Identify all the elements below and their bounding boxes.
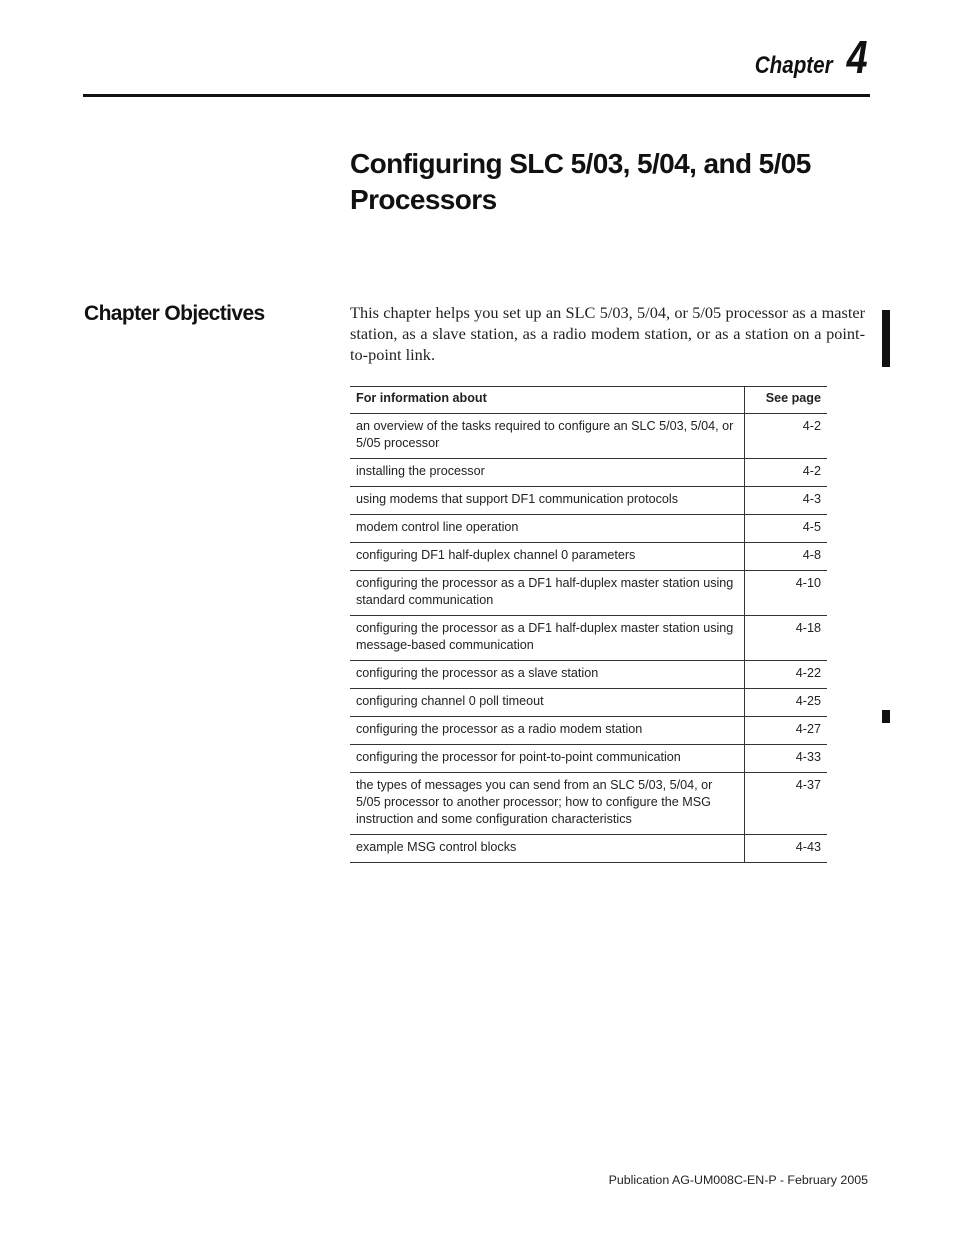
page-cell: 4-43 [745, 835, 828, 863]
publication-footer: Publication AG-UM008C-EN-P - February 2005 [608, 1173, 868, 1187]
objectives-table [350, 386, 827, 863]
page-cell: 4-2 [745, 414, 828, 459]
table-row [350, 717, 827, 745]
table-row [350, 487, 827, 515]
chapter-number: 4 [847, 31, 868, 83]
table-row [350, 414, 827, 459]
topic-cell: modem control line operation [350, 515, 745, 543]
table-row [350, 661, 827, 689]
intro-paragraph: This chapter helps you set up an SLC 5/03, 5/04, or 5/05 processor as a master station, as a slave station, as a radio modem station, or as a station on a point-to-point link. [350, 303, 865, 364]
topic-cell: configuring the processor for point-to-point communication [350, 745, 745, 773]
page-cell: 4-37 [745, 773, 828, 835]
change-bar [882, 710, 890, 723]
table-row [350, 571, 827, 616]
page-title: Configuring SLC 5/03, 5/04, and 5/05 Processors [350, 148, 811, 215]
change-bar [882, 310, 890, 367]
topic-cell: configuring the processor as a slave station [350, 661, 745, 689]
table-row [350, 459, 827, 487]
topic-cell: configuring the processor as a DF1 half-duplex master station using standard communication [350, 571, 745, 616]
topic-cell: installing the processor [350, 459, 745, 487]
topic-cell: configuring the processor as a radio modem station [350, 717, 745, 745]
topic-cell: the types of messages you can send from an SLC 5/03, 5/04, or 5/05 processor to another processor; how to configure the MSG instruction and some configuration characteristics [350, 773, 745, 835]
page-cell: 4-5 [745, 515, 828, 543]
chapter-header [742, 31, 868, 83]
page-cell: 4-22 [745, 661, 828, 689]
topic-cell: example MSG control blocks [350, 835, 745, 863]
table-row [350, 543, 827, 571]
page-cell: 4-10 [745, 571, 828, 616]
chapter-label: Chapter [754, 52, 833, 79]
page-cell: 4-18 [745, 616, 828, 661]
table-row [350, 773, 827, 835]
section-heading: Chapter Objectives [84, 302, 265, 325]
table-row [350, 689, 827, 717]
page-cell: 4-33 [745, 745, 828, 773]
table-row [350, 835, 827, 863]
page-cell: 4-8 [745, 543, 828, 571]
page-cell: 4-2 [745, 459, 828, 487]
header-rule [83, 94, 870, 97]
page-cell: 4-25 [745, 689, 828, 717]
table-row [350, 745, 827, 773]
table-header-row [350, 387, 827, 414]
topic-cell: configuring DF1 half-duplex channel 0 parameters [350, 543, 745, 571]
topic-cell: configuring the processor as a DF1 half-duplex master station using message-based communication [350, 616, 745, 661]
topic-cell: an overview of the tasks required to configure an SLC 5/03, 5/04, or 5/05 processor [350, 414, 745, 459]
column-header-page: See page [745, 387, 828, 414]
topic-cell: configuring channel 0 poll timeout [350, 689, 745, 717]
topic-cell: using modems that support DF1 communication protocols [350, 487, 745, 515]
page-cell: 4-3 [745, 487, 828, 515]
column-header-topic: For information about [350, 387, 745, 414]
table-row [350, 515, 827, 543]
page-cell: 4-27 [745, 717, 828, 745]
table-row [350, 616, 827, 661]
